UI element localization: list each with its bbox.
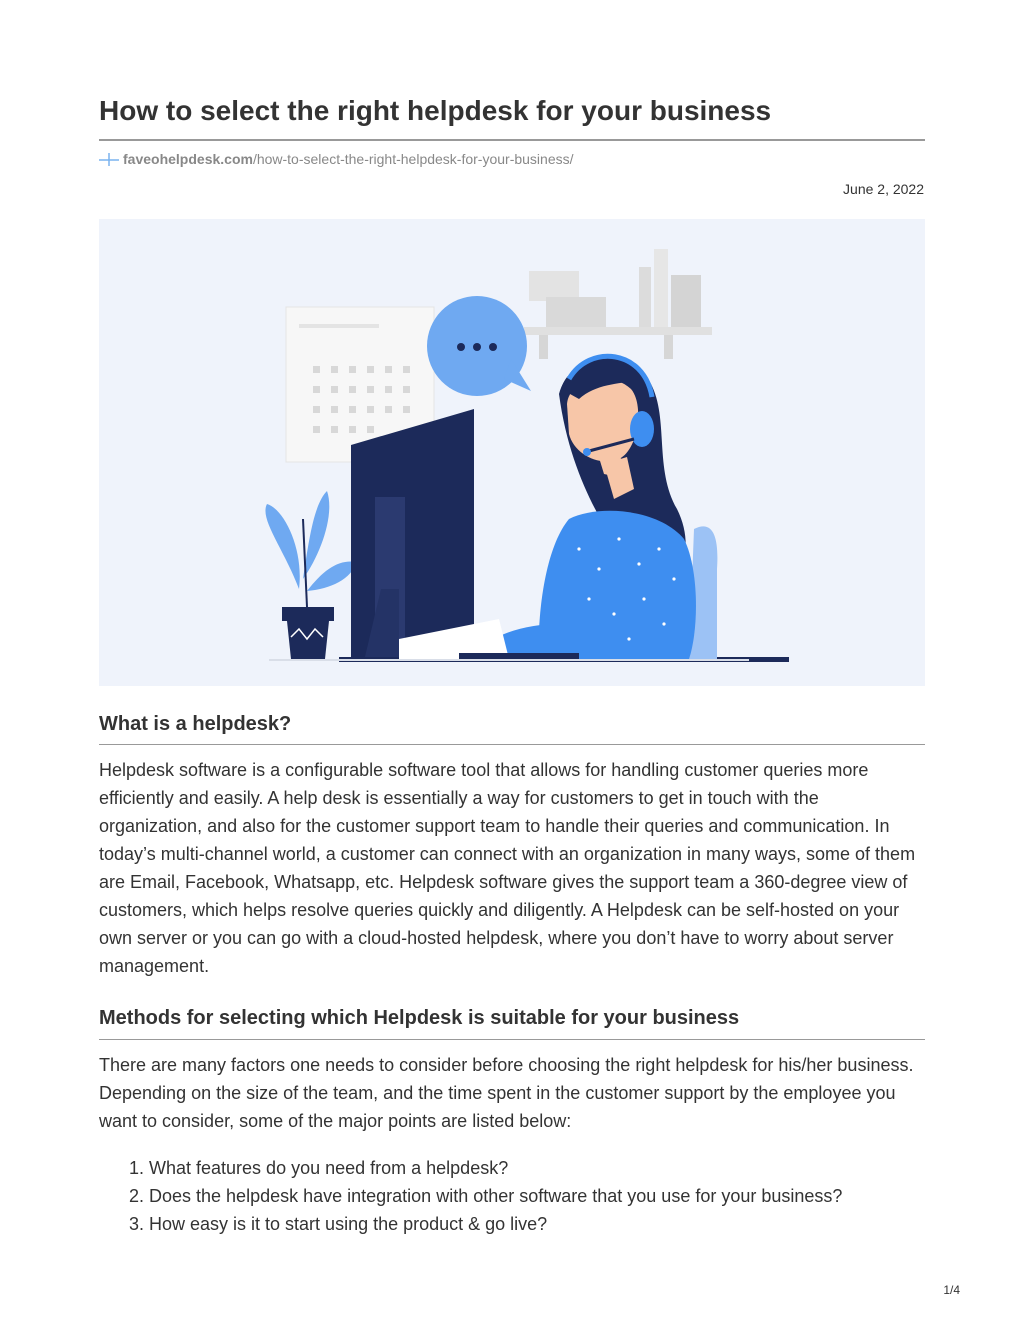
source-path: /how-to-select-the-right-helpdesk-for-your-business/ <box>252 151 574 167</box>
crosshair-icon <box>99 152 119 166</box>
section-heading-methods: Methods for selecting which Helpdesk is suitable for your business <box>99 1007 740 1029</box>
article-title: How to select the right helpdesk for your business <box>99 95 772 126</box>
list-item: 2. Does the helpdesk have integration with other software that you use for your business? <box>149 1182 925 1210</box>
list-item: 1. What features do you need from a helpdesk? <box>149 1154 925 1182</box>
list-item: 3. How easy is it to start using the product & go live? <box>149 1210 925 1238</box>
source-domain: faveohelpdesk.com <box>123 151 253 167</box>
section-divider <box>99 744 925 745</box>
publish-date: June 2, 2022 <box>843 181 924 197</box>
source-link[interactable] <box>99 150 574 168</box>
helpdesk-agent-illustration-icon <box>99 219 925 686</box>
section-paragraph: Helpdesk software is a configurable software tool that allows for handling customer queries more efficiently and easily. A help desk is essentially a way for customers to get in touch with the organization, and also for the customer support team to handle their queries and communication. In today’s multi-channel world, a customer can connect with an organization in many ways, some of them are Email, Facebook, Whatsapp, etc. Helpdesk software gives the support team a 360-degree view of customers, which helps resolve queries quickly and diligently. A Helpdesk can be self-hosted on your own server or you can go with a cloud-hosted helpdesk, where you don’t have to worry about server management. <box>99 760 916 976</box>
section-paragraph: There are many factors one needs to consider before choosing the right helpdesk for his/her business. Depending on the size of the team, and the time spent in the customer support by the employee you want to consider, some of the major points are listed below: <box>99 1055 914 1131</box>
title-divider <box>99 139 925 141</box>
section-heading-what-is-helpdesk: What is a helpdesk? <box>99 713 292 735</box>
considerations-list <box>99 1154 925 1238</box>
section-divider <box>99 1039 925 1040</box>
hero-image <box>99 219 925 686</box>
page-number: 1/4 <box>943 1283 960 1297</box>
